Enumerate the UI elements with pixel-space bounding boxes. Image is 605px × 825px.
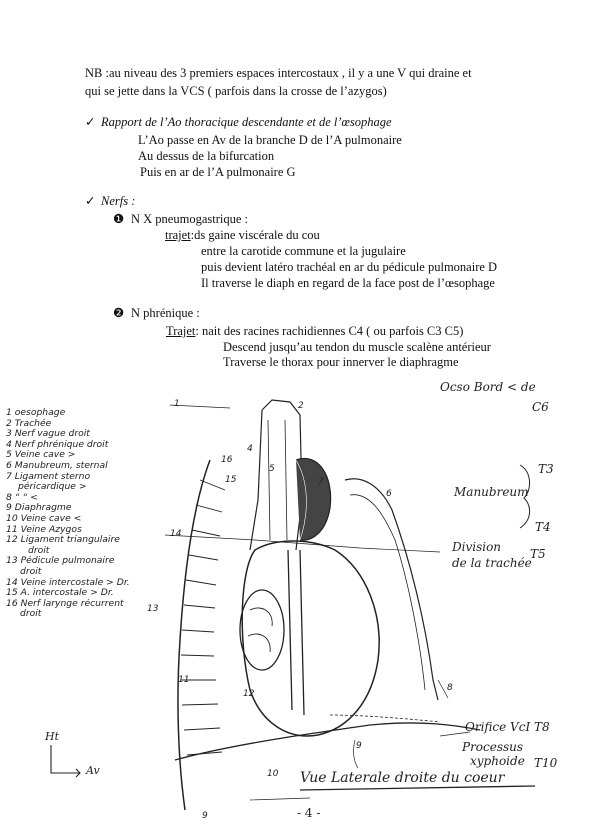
n2-line-2: Traverse le thorax pour innerver le diaphragme	[223, 355, 459, 369]
n1-line-2: puis devient latéro trachéal en ar du pédicule pulmonaire D	[201, 260, 498, 274]
legend-item: 3 Nerf vague droit	[6, 428, 90, 440]
drawing-label-15: 15	[225, 475, 237, 485]
nb-line-1: NB :au niveau des 3 premiers espaces intercostaux , il y a une V qui draine et	[85, 66, 472, 80]
figure-legend	[6, 408, 171, 620]
label-t3: T3	[538, 462, 554, 476]
legend-item: droit	[28, 544, 50, 556]
legend-item: 4 Nerf phrénique droit	[6, 438, 109, 450]
legend-item: 14 Veine intercostale > Dr.	[6, 576, 130, 588]
drawing-label-9b: 9	[202, 811, 208, 821]
rapport-checkmark-icon: ✓	[85, 115, 96, 129]
drawing-label-14: 14	[170, 529, 182, 539]
drawing-label-8: 8	[447, 683, 453, 693]
rapport-heading: Rapport de l’Ao thoracique descendante et de l’œsophage	[101, 115, 392, 129]
legend-item: 13 Pédicule pulmonaire	[6, 555, 115, 567]
drawing-label-6: 6	[386, 489, 392, 499]
n1-marker-icon: ❶	[113, 212, 125, 226]
legend-item: 2 Trachée	[6, 417, 52, 429]
legend-item: 9 Diaphragme	[6, 502, 72, 514]
label-t10: T10	[534, 756, 558, 770]
label-division-1: Division	[452, 540, 502, 554]
n2-marker-icon: ❷	[113, 306, 125, 320]
label-division-2: de la trachée	[452, 556, 532, 570]
label-t5: T5	[530, 547, 546, 561]
figure-caption: Vue Laterale droite du coeur	[300, 770, 505, 786]
label-processus-1: Processus	[462, 740, 524, 754]
legend-item: péricardique >	[18, 481, 87, 493]
n1-trajet-text: :ds gaine viscérale du cou	[190, 228, 320, 242]
drawing-label-7: 7	[318, 477, 324, 487]
drawing-label-11: 11	[178, 675, 190, 685]
rapport-line-3: Puis en ar de l’A pulmonaire G	[140, 165, 296, 179]
legend-item: 10 Veine cave <	[6, 512, 82, 524]
legend-item: 7 Ligament sterno	[6, 470, 91, 482]
nerfs-checkmark-icon: ✓	[85, 194, 96, 208]
n2-trajet-text: : nait des racines rachidiennes C4 ( ou parfois C3 C5)	[195, 324, 464, 338]
label-bord: Ocso Bord < de	[440, 380, 536, 394]
legend-item: 12 Ligament triangulaire	[6, 534, 120, 546]
legend-item: 11 Veine Azygos	[6, 523, 82, 535]
n2-trajet-label: Trajet	[166, 324, 196, 338]
legend-item: 16 Nerf larynge récurrent	[6, 597, 124, 609]
n1-line-1: entre la carotide commune et la jugulaire	[201, 244, 406, 258]
n1-line-3: Il traverse le diaph en regard de la face post de l’œsophage	[201, 276, 495, 290]
label-t4: T4	[535, 520, 551, 534]
label-processus-2: xyphoide	[470, 754, 525, 768]
label-c6: C6	[532, 400, 549, 414]
page-number: - 4 -	[297, 806, 321, 820]
drawing-label-12: 12	[243, 689, 255, 699]
axis-label-forward: Av	[86, 764, 100, 777]
nerfs-heading: Nerfs :	[101, 194, 136, 208]
drawing-label-5: 5	[269, 464, 275, 474]
legend-item: 1 oesophage	[6, 407, 66, 418]
n1-title: N X pneumogastrique :	[131, 212, 248, 226]
drawing-label-13: 13	[147, 604, 159, 614]
legend-item: 6 Manubreum, sternal	[6, 459, 108, 471]
label-orifice: Orifice VcI T8	[465, 720, 550, 734]
drawing-label-10: 10	[267, 769, 279, 779]
rapport-line-1: L’Ao passe en Av de la branche D de l’A pulmonaire	[138, 133, 402, 147]
legend-item: 8 “ “ <	[6, 491, 38, 503]
n1-trajet-label: trajet	[165, 228, 191, 242]
drawing-label-1: 1	[174, 399, 180, 409]
legend-item: 15 A. intercostale > Dr.	[6, 587, 114, 599]
axis-label-up: Ht	[45, 730, 60, 743]
legend-item: droit	[20, 565, 42, 577]
legend-item: 5 Veine cave >	[6, 449, 76, 461]
drawing-label-16: 16	[221, 455, 233, 465]
rapport-line-2: Au dessus de la bifurcation	[138, 149, 275, 163]
drawing-label-4: 4	[247, 444, 253, 454]
label-manubreum: Manubreum	[454, 485, 529, 499]
drawing-label-2: 2	[298, 401, 304, 411]
n2-title: N phrénique :	[131, 306, 200, 320]
nb-line-2: qui se jette dans la VCS ( parfois dans la crosse de l’azygos)	[85, 84, 387, 98]
n2-line-1: Descend jusqu’au tendon du muscle scalène antérieur	[223, 340, 491, 354]
legend-item: droit	[20, 608, 42, 620]
drawing-label-9: 9	[356, 741, 362, 751]
